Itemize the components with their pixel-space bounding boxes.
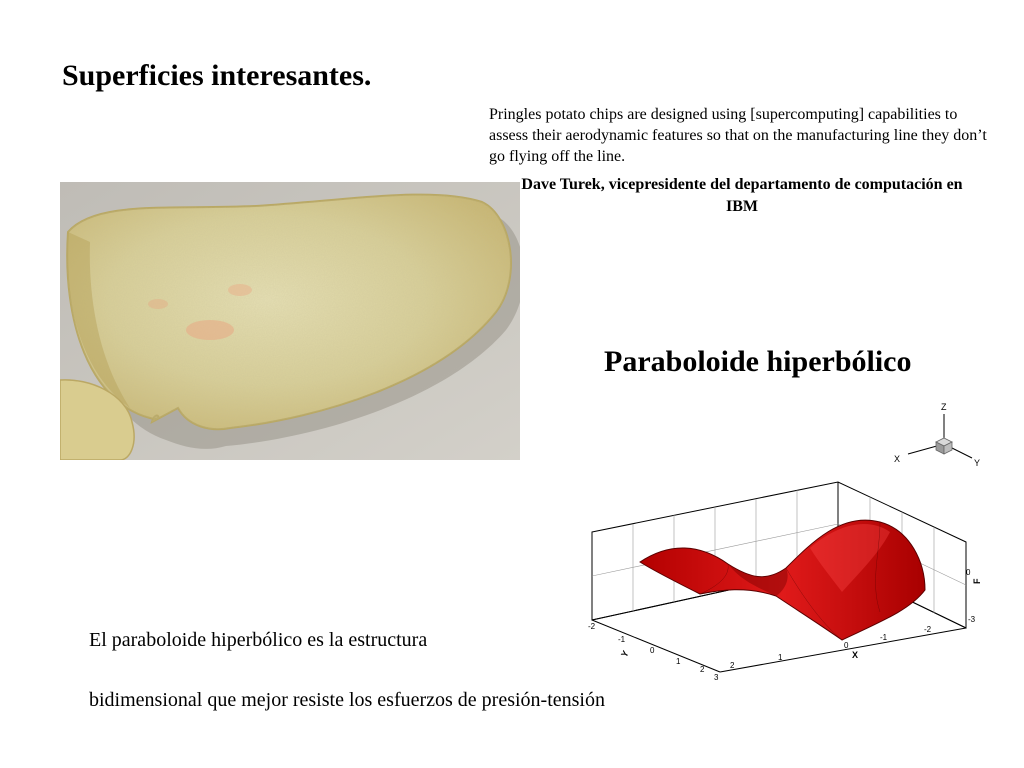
triad-x-label: X <box>894 454 901 464</box>
plot-front-edges <box>592 620 966 672</box>
slide-title: Superficies interesantes. <box>62 59 372 92</box>
body-text-line-2: bidimensional que mejor resiste los esfuerzos de presión-tensión <box>89 689 605 711</box>
x-tick: -3 <box>968 615 976 624</box>
x-tick: -2 <box>924 625 932 634</box>
x-tick: -1 <box>880 633 888 642</box>
seasoning-spot <box>186 320 234 340</box>
saddle-surface-plot <box>580 472 1000 682</box>
x-tick: 1 <box>778 653 783 662</box>
pringles-chip-photo <box>60 182 520 460</box>
x-tick: 0 <box>844 641 849 650</box>
y-tick: -2 <box>588 622 596 631</box>
y-axis-label: Y <box>619 648 631 659</box>
seasoning-spot <box>148 299 168 309</box>
chip-illustration <box>60 182 520 460</box>
y-tick: -1 <box>618 635 626 644</box>
axes-orientation-triad <box>888 396 988 472</box>
body-text-line-1: El paraboloide hiperbólico es la estructura <box>89 629 428 651</box>
f-tick: 0 <box>966 568 971 577</box>
quote-author: Dave Turek, vicepresidente del departamento de computación en IBM <box>521 176 963 215</box>
f-axis-label: F <box>972 578 982 584</box>
x-tick: 2 <box>730 661 735 670</box>
triad-y-label: Y <box>974 458 981 468</box>
section-title: Paraboloide hiperbólico <box>604 345 912 378</box>
quote-text: Pringles potato chips are designed using [supercomputing] capabilities to assess their aerodynamic features so that on the manufacturing line they don’t go flying off the line. <box>489 106 987 165</box>
x-axis-label: X <box>852 650 859 660</box>
seasoning-spot <box>228 284 252 296</box>
y-tick: 0 <box>650 646 655 655</box>
y-tick: 3 <box>714 673 719 682</box>
y-tick: 2 <box>700 665 705 674</box>
y-tick: 1 <box>676 657 681 666</box>
triad-z-label: Z <box>941 402 947 412</box>
